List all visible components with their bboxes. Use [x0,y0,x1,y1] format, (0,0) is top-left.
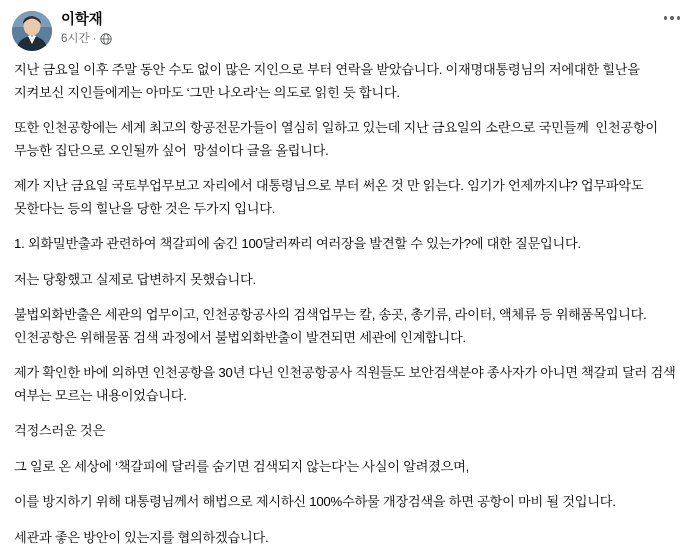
dot [664,16,668,20]
profile-photo-icon [12,11,52,51]
post-timestamp[interactable]: 6시간 [61,32,90,46]
post-paragraph: 제가 지난 금요일 국토부업무보고 자리에서 대통령님으로 부터 써온 것 만 읽는다. 임기가 언제까지냐? 업무파악도 못한다는 등의 힐난을 당한 것은 두가지 입니다. [14,175,682,220]
post-paragraph: 또한 인천공항에는 세계 최고의 항공전문가들이 열심히 일하고 있는데 지난 금요일의 소란으로 국민들께 인천공항이 무능한 집단으로 오인될까 싶어 망설이다 글을 올립니다. [14,117,682,162]
post-body [0,57,696,549]
post-header [0,0,696,57]
post-paragraph: 1. 외화밀반출과 관련하여 책갈피에 숨긴 100달러짜리 여러장을 발견할 수 있는가?에 대한 질문입니다. [14,233,682,256]
author-name[interactable]: 이학재 [61,11,112,29]
post-meta [61,32,112,46]
post-paragraph: 제가 확인한 바에 의하면 인천공항을 30년 다닌 인천공항공사 직원들도 보안검색분야 종사자가 아니면 책갈피 달러 검색 여부는 모르는 내용이었습니다. [14,362,682,407]
post-paragraph: 세관과 좋은 방안이 있는지를 협의하겠습니다. [14,527,682,549]
post-paragraph: 저는 당황했고 실제로 답변하지 못했습니다. [14,269,682,292]
post-paragraph: 걱정스러운 것은 [14,420,682,443]
meta-separator: · [93,32,97,46]
avatar[interactable] [12,11,52,51]
more-options-icon[interactable] [664,16,681,20]
post-paragraph: 이를 방지하기 위해 대통령님께서 해법으로 제시하신 100%수하물 개장검색을 하면 공항이 마비 될 것입니다. [14,491,682,514]
post-paragraph: 지난 금요일 이후 주말 동안 수도 없이 많은 지인으로 부터 연락을 받았습니다. 이재명대통령님의 저에대한 힐난을 지켜보신 지인들에게는 아마도 ‘그만 나오라’는 의도로 읽힌 듯 합니다. [14,59,682,104]
globe-icon[interactable] [100,33,112,45]
dot [677,16,681,20]
post-paragraph: 그 일로 온 세상에 ‘책갈피에 달러를 숨기면 검색되지 않는다’는 사실이 알려졌으며, [14,456,682,479]
post-paragraph: 불법외화반출은 세관의 업무이고, 인천공항공사의 검색업무는 칼, 송곳, 총기류, 라이터, 액체류 등 위해품목입니다. 인천공항은 위해물품 검색 과정에서 불법외화반출이 발견되면 세관에 인계합니다. [14,304,682,349]
post-author-block [61,10,112,46]
dot [670,16,674,20]
